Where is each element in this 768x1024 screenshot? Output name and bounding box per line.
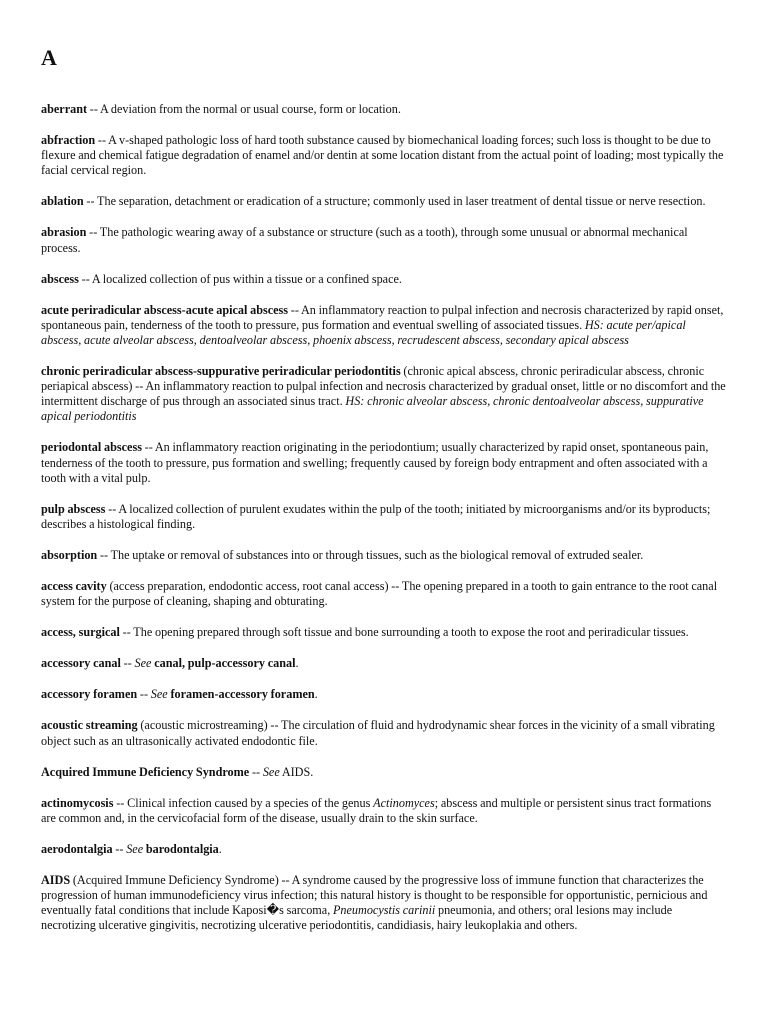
definition-text: -- The pathologic wearing away of a substance or structure (such as a tooth), through some unusual or abnormal mechanical process.	[41, 225, 688, 255]
entry-term: aerodontalgia	[41, 841, 113, 856]
glossary-entry	[41, 579, 728, 609]
italic-text: HS: acute per/apical abscess, acute alveolar abscess, dentoalveolar abscess, phoenix abscess, recrudescent abscess, secondary apical abscess	[41, 317, 686, 347]
definition-text: ; abscess and multiple or persistent sinus tract formations are common and, in the cervicofacial form of the disease, usually drain to the skin surface.	[41, 795, 712, 825]
glossary-entry	[41, 194, 728, 209]
entry-term: abfraction	[41, 133, 96, 148]
entry-term: absorption	[41, 547, 98, 562]
definition-text: .	[314, 687, 318, 702]
definition-text: .	[295, 656, 299, 671]
cross-reference-term: barodontalgia	[145, 841, 219, 856]
glossary-entry	[41, 687, 728, 702]
definition-text: AIDS.	[279, 764, 314, 779]
entry-term: abrasion	[41, 225, 87, 240]
entry-term: acute periradicular abscess-acute apical abscess	[41, 302, 289, 317]
entry-term: abscess	[41, 271, 79, 286]
glossary-entry	[41, 272, 728, 287]
glossary-entry	[41, 765, 728, 780]
definition-text: -- A localized collection of pus within a tissue or a confined space.	[78, 271, 402, 286]
entry-term: AIDS	[41, 873, 71, 887]
glossary-entry	[41, 364, 728, 424]
definition-text: --	[120, 656, 135, 671]
glossary-entry	[41, 873, 728, 933]
definition-text: -- An inflammatory reaction originating in the periodontium; usually characterized by rapid onset, spontaneous pain, tenderness of the tooth to pressure, pus formation and swelling; frequently caused by foreign body entrapment and often associated with a tooth with a vital pulp.	[41, 440, 709, 485]
glossary-entry	[41, 718, 728, 748]
definition-text: -- An inflammatory reaction to pulpal infection and necrosis characterized by rapid onset, spontaneous pain, tenderness of the tooth to pressure, pus formation and eventual swelling of associated tissues.	[41, 302, 724, 332]
definition-text: -- The separation, detachment or eradication of a structure; commonly used in laser treatment of dental tissue or nerve resection.	[83, 194, 706, 209]
glossary-entry	[41, 225, 728, 255]
entry-term: accessory foramen	[41, 687, 138, 702]
glossary-entry	[41, 656, 728, 671]
cross-reference-term: foramen-accessory foramen	[170, 687, 315, 702]
definition-text: (acoustic microstreaming) -- The circulation of fluid and hydrodynamic shear forces in the vicinity of a small vibrating object such as an ultrasonically activated endodontic file.	[41, 718, 715, 748]
italic-text: See	[126, 841, 144, 856]
definition-text: (access preparation, endodontic access, root canal access) -- The opening prepared in a tooth to gain entrance to the root canal system for the purpose of cleaning, shaping and obturating.	[41, 578, 718, 609]
entry-term: actinomycosis	[41, 795, 114, 810]
definition-text: pneumonia, and others; oral lesions may include necrotizing ulcerative gingivitis, necrotizing ulcerative periodontitis, candidiasis, hairy leukoplakia and others.	[41, 903, 673, 933]
glossary-entry	[41, 502, 728, 532]
glossary-entry	[41, 440, 728, 485]
definition-text: (Acquired Immune Deficiency Syndrome) -- A syndrome caused by the progressive loss of immune function that characterizes the progression of human immunodeficiency virus infection; this natural history is thought to be responsible for opportunistic, pernicious and eventually fatal conditions that include Kaposi�s sarcoma,	[41, 873, 708, 918]
definition-text: -- Clinical infection caused by a species of the genus	[113, 795, 374, 810]
definition-text: --	[112, 841, 127, 856]
entry-term: accessory canal	[41, 656, 121, 671]
cross-reference-term: canal, pulp-accessory canal	[154, 656, 296, 671]
definition-text: .	[218, 841, 222, 856]
entry-term: access cavity	[41, 578, 107, 593]
entry-term: aberrant	[41, 102, 88, 116]
entry-term: chronic periradicular abscess-suppurative periradicular periodontitis	[41, 364, 401, 379]
italic-text: See	[134, 656, 152, 671]
definition-text: --	[137, 687, 151, 702]
definition-text: --	[249, 764, 263, 779]
definition-text: -- The uptake or removal of substances into or through tissues, such as the biological removal of extruded sealer.	[97, 547, 644, 562]
italic-text: See	[150, 687, 168, 702]
definition-text: -- A deviation from the normal or usual course, form or location.	[87, 102, 401, 116]
glossary-entry	[41, 303, 728, 348]
glossary-entry	[41, 796, 728, 826]
entry-term: periodontal abscess	[41, 440, 142, 455]
italic-text: Pneumocystis carinii	[332, 903, 436, 918]
section-letter-heading: A	[41, 45, 57, 70]
glossary-entry	[41, 548, 728, 563]
entry-term: Acquired Immune Deficiency Syndrome	[41, 764, 250, 779]
italic-text: Actinomyces	[373, 795, 435, 810]
definition-text: -- The opening prepared through soft tissue and bone surrounding a tooth to expose the root and periradicular tissues.	[119, 625, 689, 640]
definition-text: -- A localized collection of purulent exudates within the pulp of the tooth; initiated by microorganisms and/or its byproducts; describes a histological finding.	[41, 501, 711, 531]
glossary-entries	[41, 102, 728, 933]
definition-text: -- A v-shaped pathologic loss of hard tooth substance caused by biomechanical loading forces; such loss is thought to be due to flexure and chemical fatigue degradation of enamel and/or dentin at some location distant from the actual point of loading; most typically the facial cervical region.	[41, 133, 724, 178]
definition-text: (chronic apical abscess, chronic periradicular abscess, chronic periapical abscess) -- An inflammatory reaction to pulpal infection and necrosis characterized by gradual onset, little or no discomfort and the intermittent discharge of pus through an associated sinus tract.	[41, 364, 726, 409]
entry-term: access, surgical	[41, 625, 120, 640]
entry-term: ablation	[41, 194, 84, 209]
italic-text: See	[262, 764, 280, 779]
italic-text: HS: chronic alveolar abscess, chronic dentoalveolar abscess, suppurative apical periodontitis	[41, 394, 704, 424]
glossary-entry	[41, 133, 728, 178]
glossary-entry	[41, 842, 728, 857]
entry-term: pulp abscess	[41, 501, 106, 516]
entry-term: acoustic streaming	[41, 718, 138, 733]
glossary-entry	[41, 102, 728, 117]
glossary-entry	[41, 625, 728, 640]
